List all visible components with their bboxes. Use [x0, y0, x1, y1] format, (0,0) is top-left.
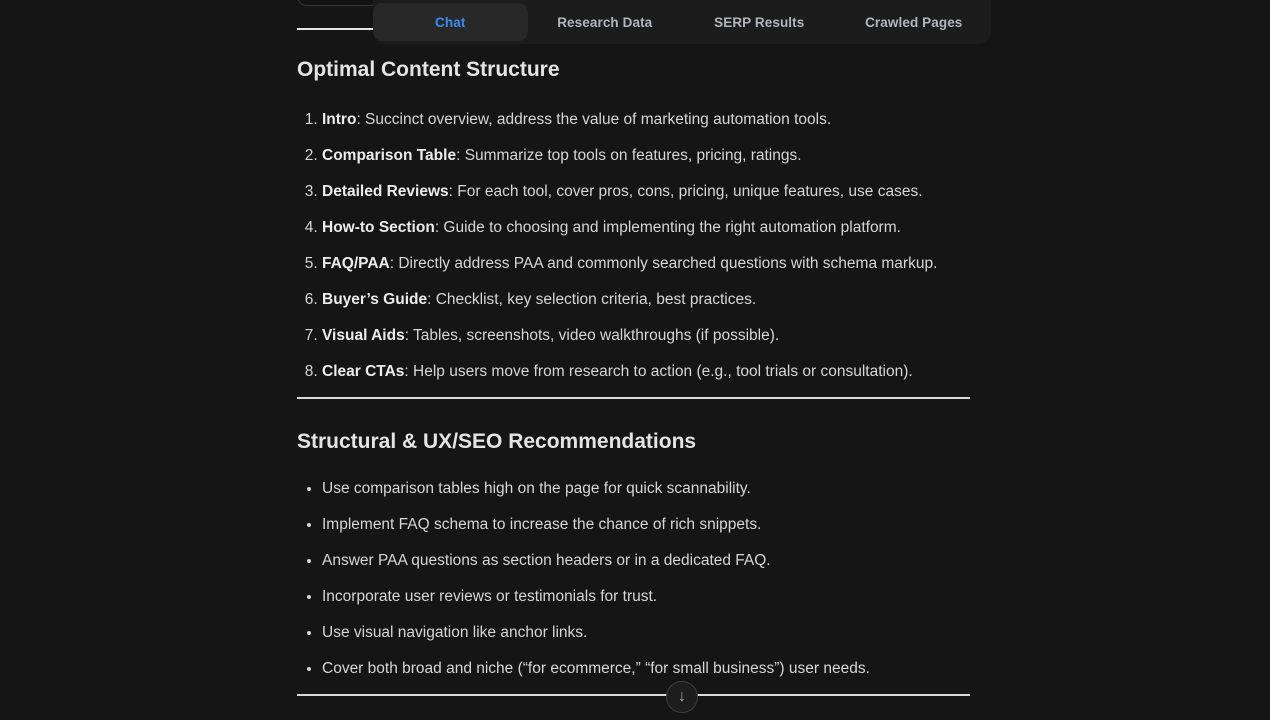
recommendations-list [297, 478, 970, 680]
list-item-term: Visual Aids [322, 327, 405, 344]
section-heading-ux-seo-recommendations: Structural & UX/SEO Recommendations [297, 430, 697, 453]
list-item-desc: : Summarize top tools on features, pricing, ratings. [456, 147, 802, 164]
section-heading-content-structure: Optimal Content Structure [297, 58, 560, 81]
list-item-term: FAQ/PAA [322, 255, 390, 272]
tab-chat[interactable]: Chat [373, 3, 528, 41]
results-tabbar [373, 0, 991, 44]
tab-research-data[interactable]: Research Data [557, 14, 653, 30]
list-item-term: Clear CTAs [322, 363, 405, 380]
list-item [322, 361, 970, 383]
list-item-desc: : For each tool, cover pros, cons, pricing, unique features, use cases. [448, 183, 923, 200]
list-item [322, 109, 970, 131]
list-item [322, 253, 970, 275]
list-item-term: Buyer’s Guide [322, 291, 428, 308]
section-divider [297, 397, 970, 399]
list-item [322, 289, 970, 311]
list-item: • Implement FAQ schema to increase the chance of rich snippets. [322, 514, 970, 536]
list-item: • Use comparison tables high on the page for quick scannability. [322, 478, 970, 500]
list-item-desc: : Directly address PAA and commonly searched questions with schema markup. [389, 255, 938, 272]
list-item [322, 325, 970, 347]
list-item-desc: : Tables, screenshots, video walkthroughs (if possible). [404, 327, 780, 344]
list-item-term: How-to Section [322, 219, 435, 236]
list-item: • Use visual navigation like anchor links. [322, 622, 970, 644]
chat-answer-content [297, 44, 970, 696]
list-item-desc: : Guide to choosing and implementing the right automation platform. [434, 219, 901, 236]
list-item [322, 217, 970, 239]
tab-crawled-pages[interactable]: Crawled Pages [865, 14, 963, 30]
list-item-term: Intro [322, 111, 357, 128]
divider-fragment [297, 28, 373, 30]
list-item-term: Detailed Reviews [322, 183, 449, 200]
tab-serp-results[interactable]: SERP Results [714, 14, 805, 30]
scroll-to-bottom-button[interactable] [666, 681, 698, 713]
arrow-down-icon: ↓ [678, 688, 686, 705]
list-item: • Incorporate user reviews or testimonials for trust. [322, 586, 970, 608]
list-item [322, 181, 970, 203]
list-item: • Cover both broad and niche (“for ecommerce,” “for small business”) user needs. [322, 658, 970, 680]
list-item-desc: : Succinct overview, address the value of marketing automation tools. [356, 111, 832, 128]
list-item-term: Comparison Table [322, 147, 457, 164]
list-item: • Answer PAA questions as section headers or in a dedicated FAQ. [322, 550, 970, 572]
list-item [322, 145, 970, 167]
list-item-desc: : Checklist, key selection criteria, best practices. [427, 291, 757, 308]
content-structure-list [297, 109, 970, 383]
section-divider [297, 694, 970, 696]
list-item-desc: : Help users move from research to action (e.g., tool trials or consultation). [404, 363, 913, 380]
